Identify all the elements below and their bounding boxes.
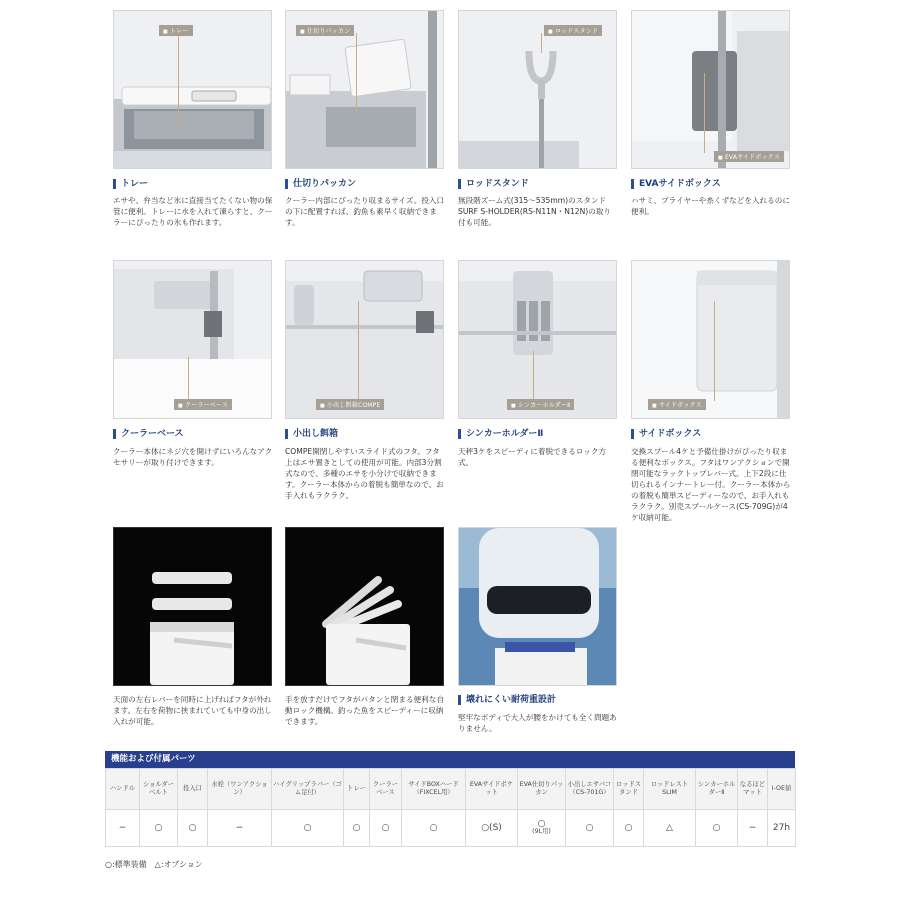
feature-title: 仕切りパッカン bbox=[285, 178, 356, 190]
photo-tag: ■ トレー bbox=[159, 25, 193, 36]
spec-value: − bbox=[235, 822, 244, 833]
spec-value: ○(S) bbox=[481, 822, 502, 833]
spec-header-cell: トレー bbox=[344, 769, 370, 810]
spec-value-cell bbox=[644, 810, 696, 847]
feature-title: ロッドスタンド bbox=[458, 178, 529, 190]
side-box-illustration bbox=[632, 261, 789, 418]
spec-value-cell bbox=[696, 810, 738, 847]
spec-value-cell bbox=[768, 810, 796, 847]
spec-value-cell bbox=[106, 810, 140, 847]
photo-auto-lock bbox=[285, 527, 444, 686]
spec-value: ○ bbox=[352, 822, 361, 833]
photo-tag: ■ ロッドスタンド bbox=[544, 25, 602, 36]
photo-tag: ■ 仕切りパッカン bbox=[296, 25, 354, 36]
feature-desc: ハサミ、プライヤーや糸くずなどを入れるのに便利。 bbox=[631, 196, 790, 216]
spec-header-cell: I-OE値 bbox=[768, 769, 796, 810]
spec-header-cell: シンカーホルダーⅡ bbox=[696, 769, 738, 810]
photo-tag: ■ 小出し餌箱COMPE bbox=[316, 399, 384, 410]
spec-header-cell: サイドBOXハード（FIXCEL用） bbox=[402, 769, 466, 810]
leader-line bbox=[188, 357, 189, 401]
leader-line bbox=[704, 73, 705, 153]
spec-header-cell: 水栓（ワンアクション） bbox=[208, 769, 272, 810]
feature-desc: 無段階ズーム式(315〜535mm)のスタンドSURF S-HOLDER(RS-N11N・N12N)の取り付も可能。 bbox=[458, 196, 612, 227]
feature-desc: クーラー内部にぴったり収まるサイズ。投入口の下に配置すれば、釣魚も素早く収納できます。 bbox=[285, 196, 445, 227]
spec-value: − bbox=[748, 822, 757, 833]
bottom-desc: 手を放すだけでフタがパタンと閉まる便利な自動ロック機構。釣った魚をスピーディーに収納できます。 bbox=[285, 695, 444, 726]
spec-value: ○ bbox=[585, 822, 594, 833]
feature-desc: エサや、弁当など氷に直接当てたくない物の保管に便利。トレーに水を入れて凍らすと、クーラーにぴったりの氷も作れます。 bbox=[113, 196, 273, 227]
cooler-base-illustration bbox=[114, 261, 271, 418]
leader-line bbox=[541, 33, 542, 53]
photo-tag: ■ サイドボックス bbox=[648, 399, 706, 410]
spec-value-cell bbox=[738, 810, 768, 847]
spec-value-cell bbox=[614, 810, 644, 847]
spec-value: ○ bbox=[537, 818, 546, 829]
spec-value: ○ bbox=[712, 822, 721, 833]
spec-value: ○ bbox=[188, 822, 197, 833]
feature-title: 小出し餌箱 bbox=[285, 428, 338, 440]
feature-desc: 天秤3ケをスピーディに着脱できるロック方式。 bbox=[458, 447, 607, 467]
spec-header-cell: ロッドレストSLIM bbox=[644, 769, 696, 810]
spec-header-cell: EVAサイドポケット bbox=[466, 769, 518, 810]
spec-value: △ bbox=[666, 822, 673, 833]
auto-lock-illustration bbox=[286, 528, 443, 685]
photo-partition bbox=[285, 10, 444, 169]
feature-title: サイドボックス bbox=[631, 428, 701, 440]
leader-line bbox=[533, 351, 534, 401]
spec-value-cell bbox=[518, 810, 566, 847]
feature-desc: 交換スプール4ケと予備仕掛けがぴったり収まる便利なボックス。フタはワンアクションで開閉可能なラックトップレバー式。上下2段に仕切られるインナートレー付。クーラー本体からの着脱も簡単スピーディーなので、お手入れもラクラク。別売スプールケース(CS-709G)が4ケ収納可能。 bbox=[631, 447, 791, 522]
spec-value-cell bbox=[402, 810, 466, 847]
load-bearing-illustration bbox=[459, 528, 616, 685]
photo-tag: ■ シンカーホルダーⅡ bbox=[507, 399, 574, 410]
leader-line bbox=[178, 31, 179, 127]
spec-header-cell: ハンドル bbox=[106, 769, 140, 810]
spec-value: ○ bbox=[624, 822, 633, 833]
eva-box-illustration bbox=[632, 11, 789, 168]
spec-header-bar: 機能および付属パーツ bbox=[105, 751, 795, 768]
feature-title: クーラーベース bbox=[113, 428, 184, 440]
spec-value-cell bbox=[178, 810, 208, 847]
leader-line bbox=[358, 301, 359, 401]
feature-title: トレー bbox=[113, 178, 148, 190]
photo-tray bbox=[113, 10, 272, 169]
spec-value: ○ bbox=[429, 822, 438, 833]
photo-rod-stand bbox=[458, 10, 617, 169]
spec-header-cell: なるほどマット bbox=[738, 769, 768, 810]
photo-load-bearing bbox=[458, 527, 617, 686]
spec-value-cell bbox=[370, 810, 402, 847]
spec-table bbox=[105, 768, 796, 847]
feature-title: EVAサイドボックス bbox=[631, 178, 721, 190]
spec-value: − bbox=[118, 822, 127, 833]
spec-header-cell: ショルダーベルト bbox=[140, 769, 178, 810]
photo-tag: ■ EVAサイドボックス bbox=[714, 151, 784, 162]
spec-value-cell bbox=[466, 810, 518, 847]
photo-lid-removal bbox=[113, 527, 272, 686]
feature-desc: COMPE開閉しやすいスライド式のフタ。フタ上はエサ置きとしての使用が可能。内部3分割式なので、多種のエサを小分けで収納できます。クーラー本体からの着脱も簡単なので、お手入れもラクラク。 bbox=[285, 447, 444, 500]
bottom-desc: 堅牢なボディで大人が腰をかけても全く問題ありません。 bbox=[458, 713, 617, 733]
spec-value: 27h bbox=[772, 822, 791, 833]
spec-header-cell: 投入口 bbox=[178, 769, 208, 810]
feature-desc: クーラー本体にネジ穴を開けずにいろんなアクセサリーが取り付けできます。 bbox=[113, 447, 273, 467]
spec-header-cell: ハイグリップラバー（ゴム足付） bbox=[272, 769, 344, 810]
spec-value-cell bbox=[140, 810, 178, 847]
spec-value-cell bbox=[272, 810, 344, 847]
spec-value: ○ bbox=[381, 822, 390, 833]
spec-value: ○ bbox=[154, 822, 163, 833]
photo-tag: ■ クーラーベース bbox=[174, 399, 232, 410]
spec-value: ○ bbox=[303, 822, 312, 833]
photo-eva-side-box bbox=[631, 10, 790, 169]
spec-header-cell: ロッドスタンド bbox=[614, 769, 644, 810]
photo-bait-box bbox=[285, 260, 444, 419]
bottom-desc: 天面の左右レバーを同時に上げればフタが外れます。左右を荷物に挟まれていても中身の出し入れが可能。 bbox=[113, 695, 272, 726]
leader-line bbox=[356, 33, 357, 113]
spec-header-cell: EVA仕切りパッカン bbox=[518, 769, 566, 810]
lid-removal-illustration bbox=[114, 528, 271, 685]
bottom-title: 壊れにくい耐荷重設計 bbox=[458, 694, 556, 706]
bait-box-illustration bbox=[286, 261, 443, 418]
photo-side-box bbox=[631, 260, 790, 419]
spec-header-cell: 小出しエサバコ（CS-701G） bbox=[566, 769, 614, 810]
feature-title: シンカーホルダーⅡ bbox=[458, 428, 543, 440]
photo-sinker-holder bbox=[458, 260, 617, 419]
spec-legend: ○:標準装備 △:オプション bbox=[105, 860, 203, 869]
spec-value-cell bbox=[566, 810, 614, 847]
sinker-holder-illustration bbox=[459, 261, 616, 418]
spec-value-cell bbox=[344, 810, 370, 847]
spec-value-sub: (9L用) bbox=[532, 828, 551, 835]
spec-value-cell bbox=[208, 810, 272, 847]
leader-line bbox=[714, 301, 715, 401]
photo-cooler-base bbox=[113, 260, 272, 419]
spec-header-cell: クーラーベース bbox=[370, 769, 402, 810]
